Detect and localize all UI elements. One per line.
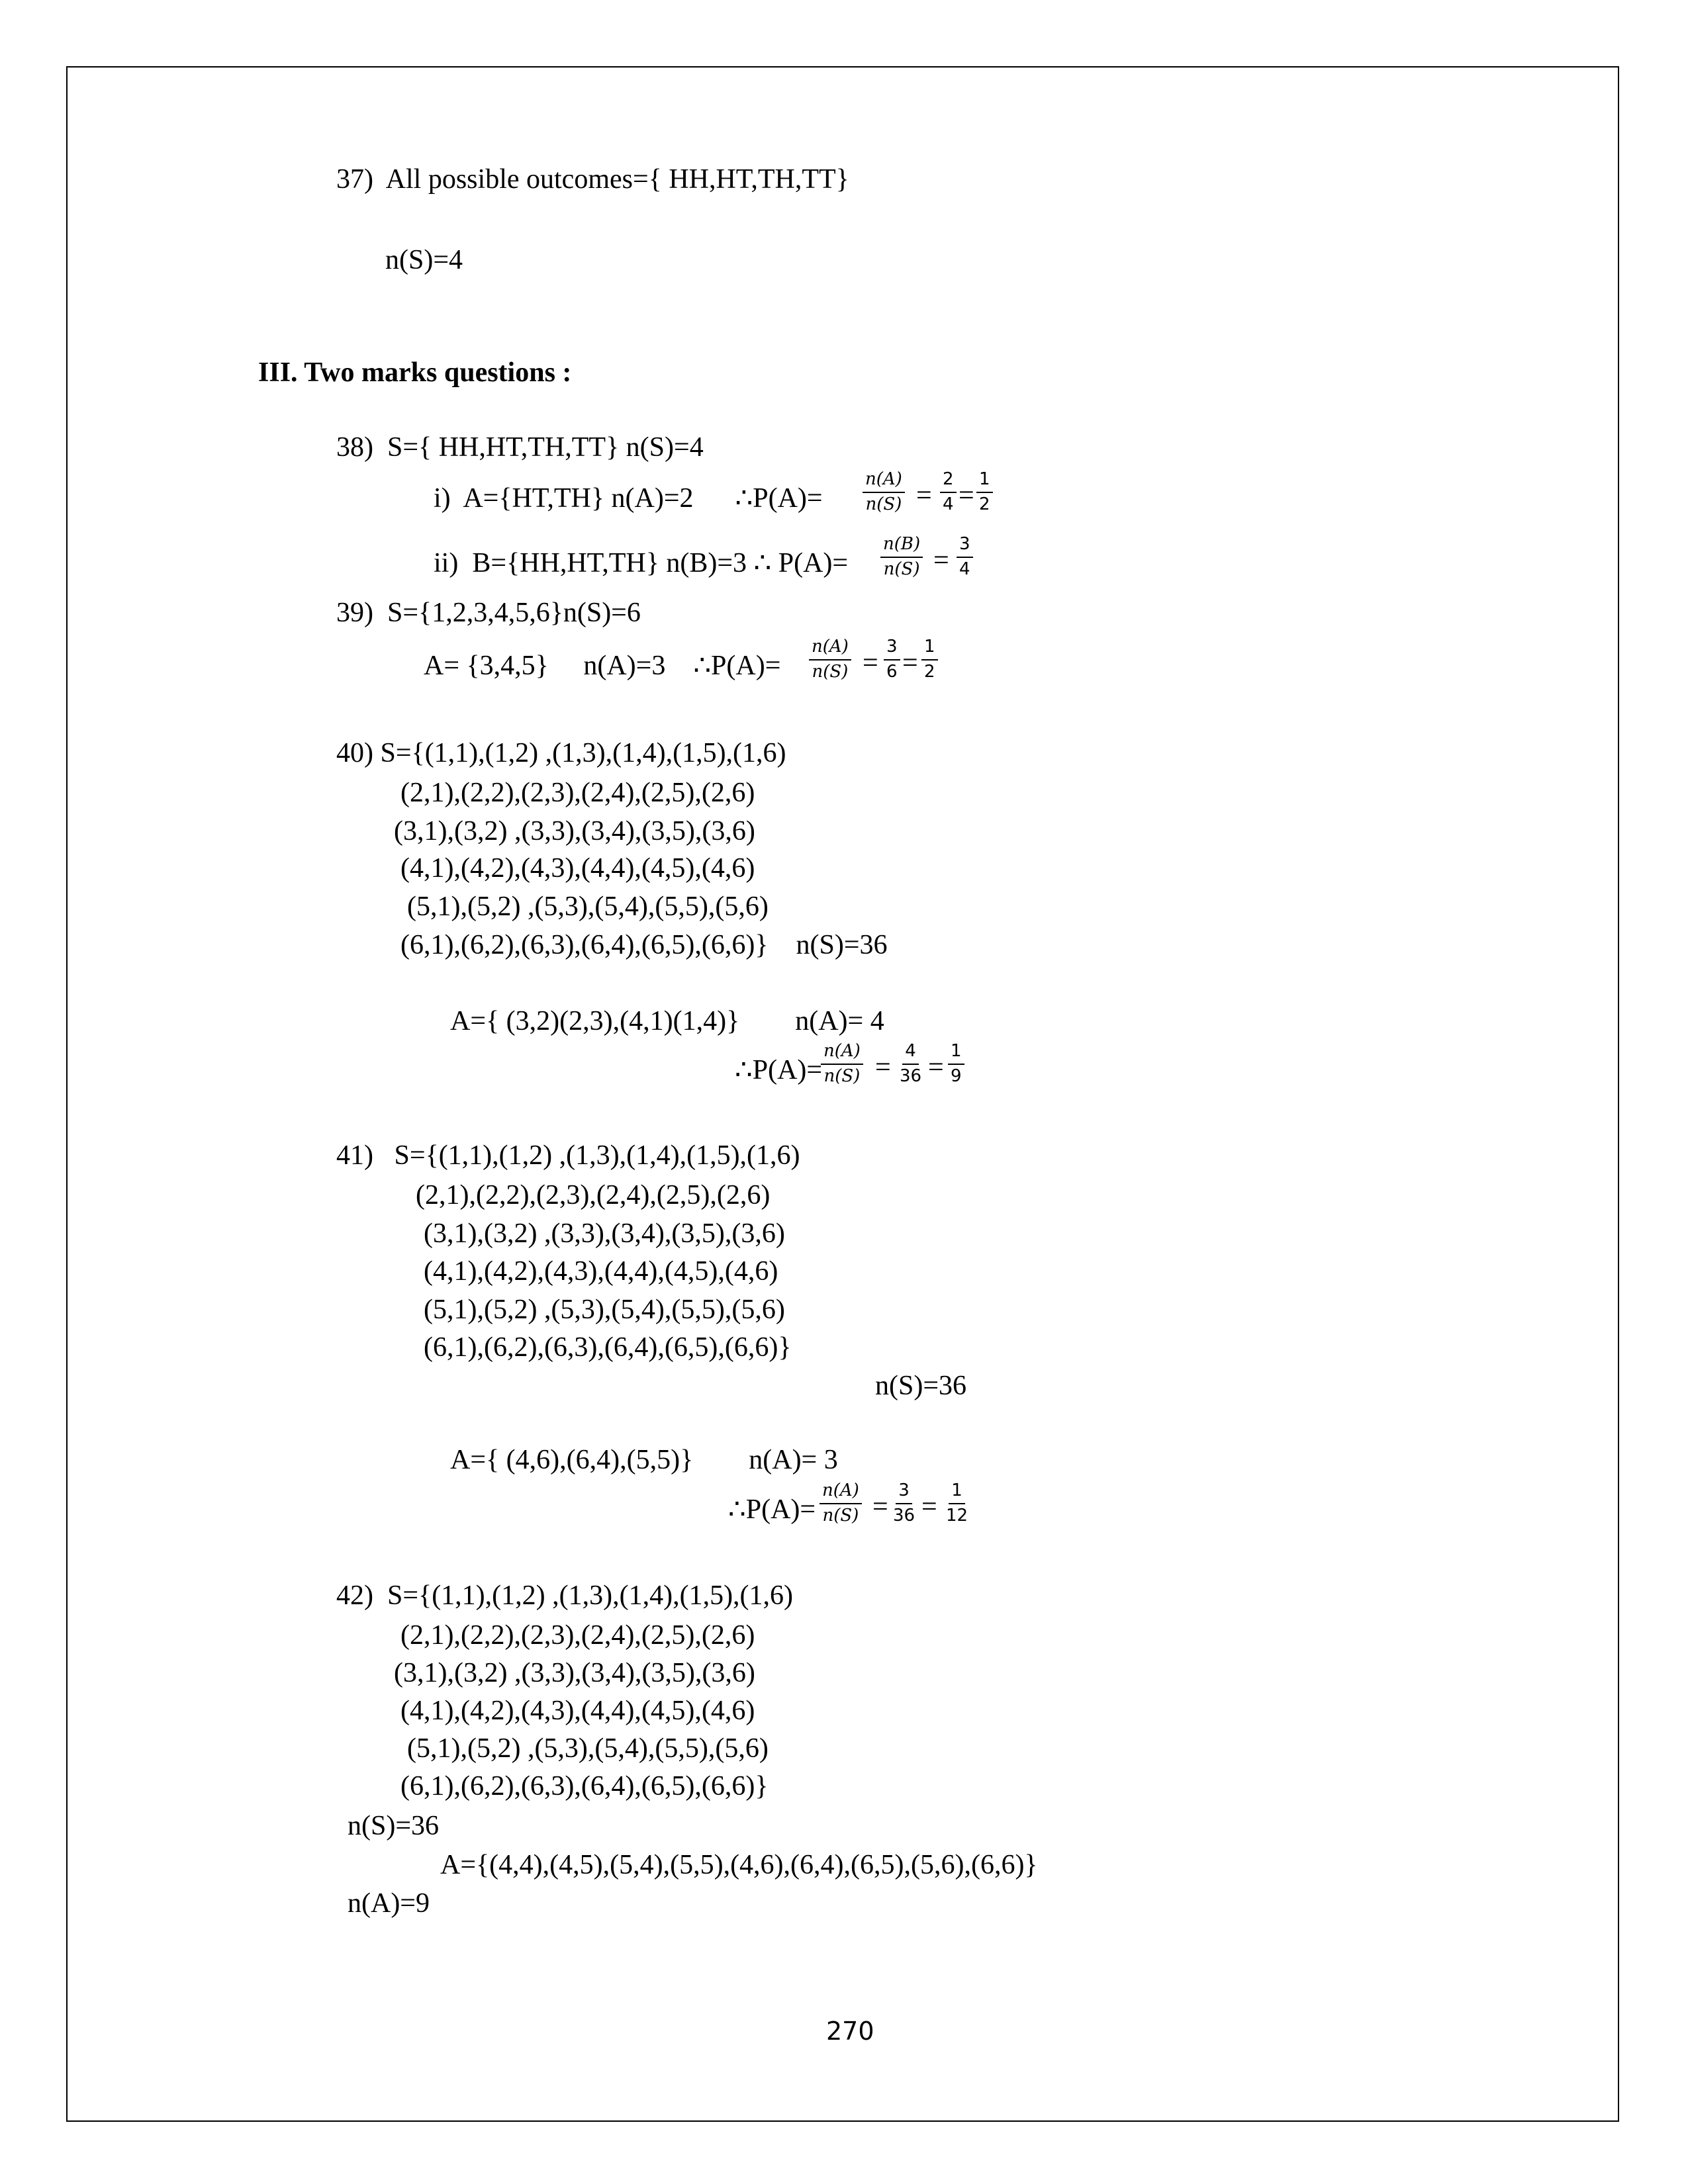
q42-row-3: (3,1),(3,2) ,(3,3),(3,4),(3,5),(3,6) (394, 1658, 755, 1688)
fraction-numerator: 4 (902, 1042, 919, 1065)
q42-na: n(A)=9 (348, 1888, 430, 1919)
fraction-denominator: n(S) (812, 661, 849, 682)
fraction-numerator: 3 (896, 1481, 912, 1504)
q38-part-ii: ii) B={HH,HT,TH} n(B)=3 ∴ P(A)= (434, 548, 849, 578)
fraction-numerator: 1 (949, 1481, 965, 1504)
q38-i-fraction-1-2 (976, 470, 993, 515)
q41-fraction-nA-nS (820, 1481, 862, 1526)
q38-part-i: i) A={HT,TH} n(A)=2 ∴P(A)= (434, 483, 823, 514)
q42-row-6: (6,1),(6,2),(6,3),(6,4),(6,5),(6,6)} (400, 1771, 769, 1801)
equals-sign: = (902, 648, 918, 678)
q41-event: A={ (4,6),(6,4),(5,5)} n(A)= 3 (450, 1445, 838, 1475)
fraction-denominator: 6 (886, 661, 898, 682)
q40-fraction-nA-nS (821, 1042, 863, 1087)
q40-row-3: (3,1),(3,2) ,(3,3),(3,4),(3,5),(3,6) (394, 816, 755, 846)
q41-row-5: (5,1),(5,2) ,(5,3),(5,4),(5,5),(5,6) (424, 1295, 785, 1325)
q38-sample-space: 38) S={ HH,HT,TH,TT} n(S)=4 (336, 432, 704, 463)
section-heading (258, 359, 571, 387)
q38-i-fraction-nA-nS (863, 470, 905, 515)
fraction-numerator: n(A) (863, 470, 905, 493)
q40-row-2: (2,1),(2,2),(2,3),(2,4),(2,5),(2,6) (400, 778, 755, 808)
fraction-denominator: 2 (924, 661, 935, 682)
fraction-numerator: n(B) (880, 535, 923, 558)
equals-sign: = (928, 1052, 944, 1083)
section-title: . Two marks questions : (291, 357, 572, 388)
q40-fraction-4-36 (897, 1042, 924, 1087)
fraction-numerator: 1 (976, 470, 993, 493)
q40-row-1: 40) S={(1,1),(1,2) ,(1,3),(1,4),(1,5),(1,6) (336, 738, 786, 768)
q41-fraction-1-12 (943, 1481, 970, 1526)
q37-ns: n(S)=4 (385, 245, 463, 275)
q38-i-fraction-2-4 (940, 470, 957, 515)
equals-sign: = (872, 1492, 888, 1522)
q42-row-4: (4,1),(4,2),(4,3),(4,4),(4,5),(4,6) (400, 1696, 755, 1726)
q42-row-1: 42) S={(1,1),(1,2) ,(1,3),(1,4),(1,5),(1,6) (336, 1580, 794, 1611)
q39-fraction-nA-nS (809, 637, 851, 682)
q42-row-5: (5,1),(5,2) ,(5,3),(5,4),(5,5),(5,6) (407, 1733, 769, 1764)
equals-sign: = (959, 480, 974, 511)
q42-ns: n(S)=36 (348, 1811, 440, 1841)
q38-ii-fraction-3-4 (957, 535, 973, 580)
q40-event: A={ (3,2)(2,3),(4,1)(1,4)} n(A)= 4 (450, 1006, 884, 1036)
q42-event: A={(4,4),(4,5),(5,4),(5,5),(4,6),(6,4),(6,5),(5,6),(6,6)} (440, 1850, 1038, 1880)
fraction-numerator: 3 (957, 535, 973, 558)
fraction-denominator: 36 (893, 1505, 915, 1525)
q40-row-6: (6,1),(6,2),(6,3),(6,4),(6,5),(6,6)} n(S)=36 (400, 930, 888, 960)
fraction-numerator: 1 (948, 1042, 964, 1065)
equals-sign: = (933, 545, 949, 576)
q39-fraction-3-6 (884, 637, 900, 682)
fraction-denominator: 4 (959, 559, 970, 579)
q40-row-5: (5,1),(5,2) ,(5,3),(5,4),(5,5),(5,6) (407, 891, 769, 922)
fraction-denominator: 2 (979, 494, 990, 514)
q40-row-4: (4,1),(4,2),(4,3),(4,4),(4,5),(4,6) (400, 853, 755, 884)
fraction-denominator: 9 (951, 1066, 962, 1086)
q40-fraction-1-9 (948, 1042, 964, 1087)
fraction-denominator: 12 (946, 1505, 968, 1525)
fraction-denominator: 4 (943, 494, 954, 514)
q41-fraction-3-36 (890, 1481, 917, 1526)
fraction-numerator: 2 (940, 470, 957, 493)
q39-sample-space: 39) S={1,2,3,4,5,6}n(S)=6 (336, 598, 641, 628)
q42-row-2: (2,1),(2,2),(2,3),(2,4),(2,5),(2,6) (400, 1620, 755, 1651)
q41-row-1: 41) S={(1,1),(1,2) ,(1,3),(1,4),(1,5),(1,6) (336, 1140, 800, 1171)
q41-ns: n(S)=36 (875, 1371, 967, 1401)
equals-sign: = (863, 648, 878, 678)
q37-outcomes: 37) All possible outcomes={ HH,HT,TH,TT} (336, 164, 849, 195)
fraction-denominator: n(S) (883, 559, 920, 579)
q41-row-2: (2,1),(2,2),(2,3),(2,4),(2,5),(2,6) (416, 1180, 771, 1210)
q39-event: A= {3,4,5} n(A)=3 ∴P(A)= (424, 651, 781, 681)
section-roman: III (258, 357, 291, 388)
equals-sign: = (875, 1052, 891, 1083)
page-number: 270 (826, 2017, 874, 2046)
q39-fraction-1-2 (921, 637, 938, 682)
fraction-denominator: n(S) (822, 1505, 859, 1525)
fraction-numerator: n(A) (821, 1042, 863, 1065)
q41-row-6: (6,1),(6,2),(6,3),(6,4),(6,5),(6,6)} (424, 1332, 792, 1363)
equals-sign: = (916, 480, 932, 511)
q41-row-4: (4,1),(4,2),(4,3),(4,4),(4,5),(4,6) (424, 1256, 778, 1287)
equals-sign: = (921, 1492, 937, 1522)
fraction-numerator: 3 (884, 637, 900, 660)
fraction-denominator: n(S) (865, 494, 902, 514)
q41-row-3: (3,1),(3,2) ,(3,3),(3,4),(3,5),(3,6) (424, 1218, 785, 1249)
fraction-numerator: n(A) (809, 637, 851, 660)
fraction-numerator: 1 (921, 637, 938, 660)
fraction-denominator: 36 (900, 1066, 922, 1086)
fraction-denominator: n(S) (823, 1066, 861, 1086)
q38-ii-fraction-nB-nS (880, 535, 923, 580)
fraction-numerator: n(A) (820, 1481, 862, 1504)
q41-probability: ∴P(A)= (728, 1494, 816, 1525)
q40-probability: ∴P(A)= (735, 1055, 823, 1085)
